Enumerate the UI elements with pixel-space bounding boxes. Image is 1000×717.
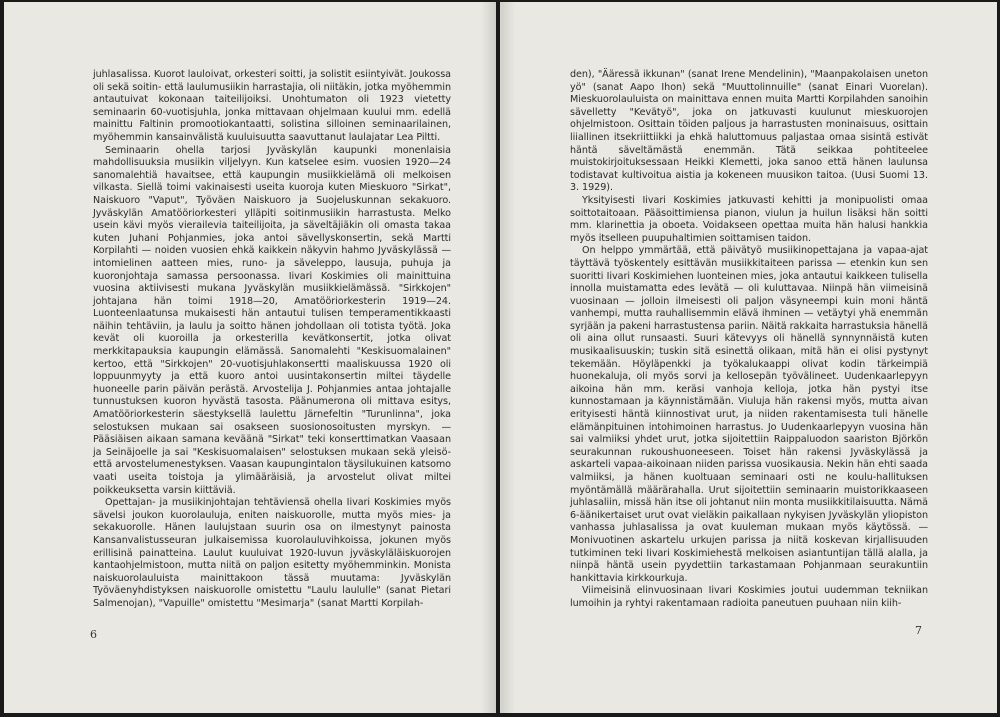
gutter-shadow	[501, 2, 515, 713]
gutter-shadow	[481, 2, 495, 713]
page-number: 6	[90, 628, 97, 641]
paragraph: juhlasalissa. Kuorot lauloivat, orkesteri soitti, ja solistit esiintyivät. Joukossa oli sekä soitin- että laulumusiikin harrastajia, oli niitäkin, jotka myöhemmin antautuivat kokonaan taiteilijoiksi. Unohtumaton oli 1923 vietetty seminaarin 60-vuotisjuhla, jonka mittavaan ohjelmaan kuului mm. edellä mainittu Faltinin promootiokantaatti, solistina silloinen seminaarilainen, myöhemmin kansainvälistä kuuluisuutta saavuttanut laulajatar Lea Piltti.	[93, 69, 451, 143]
right-page	[500, 2, 997, 713]
paragraph: Yksityisesti Iivari Koskimies jatkuvasti kehitti ja monipuolisti omaa soittotaitoaan. Pääsoittimiensa pianon, viulun ja huilun lisäksi hän soitti mm. klarinettia ja oboeta. Voidakseen opettaa muita hän halusi hankkia myös itselleen puupuhaltimien soittamisen taidon.	[570, 194, 928, 244]
paragraph: den), "Ääressä ikkunan" (sanat Irene Mendelinin), "Maanpakolaisen uneton yö" (sanat Aapo Ihon) sekä "Muuttolinnuille" (sanat Einari Vuorelan). Mieskuorolauluista on mainittava ennen muita Martti Korpilahden sanoihin sävelletty "Kevätyö", joka on jatkuvasti kuulunut mieskuorojen ohjelmistoon. Osittain töiden paljous ja harrastusten moninaisuus, osittain liiallinen itsekriittiikki ja ehkä haluttomuus paljastaa omaa sisintä estivät häntä säveltämästä enemmän. Tätä seikkaa pohtiteelee muistokirjoituksessaan Heikki Klemetti, joka sanoo että hänen laulunsa todistavat kultivoitua aistia ja kokeneen muusikon taitoa. (Uusi Suomi 13. 3. 1929).	[570, 69, 928, 194]
paragraph: Seminaarin ohella tarjosi Jyväskylän kaupunki monenlaisia mahdollisuuksia musiikin viljelyyn. Kun katselee esim. vuosien 1920—24 sanomalehtiä havaitsee, että kaupungin musiikkielämä oli melkoisen vilkasta. Siellä toimi vakinaisesti useita kuoroja kuten Mieskuoro "Sirkat", Naiskuoro "Vaput", Työväen Naiskuoro ja Suojeluskunnan sekakuoro. Jyväskylän Amatööriorkesteri ylläpiti soitinmusiikin harrastusta. Melko usein kävi myös vierailevia taiteilijoita, ja säveltäjiäkin oli omasta takaa kuten Juhani Pohjanmies, joka antoi sävellyskonsertin, sekä Martti Korpilahti — noiden vuosien ehkä kaikkein näkyvin hahmo Jyväskylässä — intomielinen aatteen mies, runo- ja säveleppo, lausuja, puhuja ja kuoronjohtaja samassa persoonassa. Iivari Koskimies oli mainittuina vuosina aktiivisesti mukana Jyväskylän musiikkielämässä. "Sirkkojen" johtajana hän toimi 1918—20, Amatööriorkesterin 1919—24. Luonteenlaatunsa mukaisesti hän antautui tulisen temperamentikkaasti näihin tehtäviin, ja laulu ja soitto hänen johdollaan oli totista työtä. Joka kevät oli kuoroilla ja orkesterilla kevätkonsertit, jotka olivat merkkitapauksia kaupungin elämässä. Sanomalehti "Keskisuomalainen" kertoo, että "Sirkkojen" 20-vuotisjuhlakonsertti maaliskuussa 1920 oli loppuunmyyty ja että kuoro antoi uusintakonsertin miltei täydelle huoneelle parin päivän perästä. Arvostelija J. Pohjanmies antaa johtajalle tunnustuksen kuoron hyvästä tasosta. Päänumerona oli mittava esitys, Amatööriorkesterin säestyksellä laulettu Järnefeltin "Turunlinna", joka selostuksen mukaan sai osakseen suosionosoitusten myrskyn. — Pääsiäisen aikaan samana keväänä "Sirkat" teki konserttimatkan Vaasaan ja Seinäjoelle ja sai "Keskisuomalaisen" selostuksen mukaan sekä yleisö- että arvostelumenestyksen. Vaasan kaupungintalon täysilukuinen katsomo vaati useita toistoja ja ylimääräisiä, ja arvostelut olivat miltei poikkeuksetta varsin kiittäviä.	[93, 144, 451, 496]
paragraph: Viimeisinä elinvuosinaan Iivari Koskimies joutui uudemman tekniikan lumoihin ja ryhtyi rakentamaan radioita paneutuen puuhaan niin kiih-	[570, 585, 928, 609]
paragraph: On helppo ymmärtää, että päivätyö musiikinopettajana ja vapaa-ajat täyttävä työskentely esittävän musiikkitaiteen parissa — etenkin kun sen suoritti Iivari Koskimiehen luonteinen mies, joka antautui kaikkeen tulisella innolla muistamatta edes levätä — oli kuluttavaa. Niinpä hän viimeisinä vuosinaan — jolloin ilmeisesti oli paljon väsyneempi kuin moni häntä vanhempi, mutta rauhallisemmin elävä ihminen — vetäytyi yhä enemmän syrjään ja pakeni harrastustensa pariin. Näitä rakkaita harrastuksia hänellä oli aina ollut runsaasti. Suuri kätevyys oli hänellä synnynnäistä kuten musikaalisuuskin; tuskin sitä esinettä olikaan, mitä hän ei olisi pystynyt tekemään. Höyläpenkki ja työkalukaappi olivat kodin tärkeimpiä huonekaluja, oli myös sorvi ja kellosepän työvälineet. Uudenkaarlepyyn aikoina hän mm. keräsi vanhoja kelloja, jotka hän pystyi itse kunnostamaan ja käynnistämään. Viuluja hän rakensi myös, mutta aivan erityisesti häntä kiinnostivat urut, ja niiden rakentamisesta tuli hänelle elämänpituinen intohimoinen harrastus. Jo Uudenkaarlepyyn vuosina hän sai valmiiksi yhdet urut, jotka sijoitettiin Raippaluodon saariston Björkön seurakunnan rukoushuoneeseen. Toiset hän rakensi Jyväskylässä ja askarteli vapaa-aikoinaan niiden parissa vuosikausia. Nekin hän ehti saada valmiiksi, ja hänen kuoltuaan seminaari osti ne koulu-hallituksen myöntämällä määrärahalla. Urut sijoitettiin seminaarin muistorikkaaseen juhlasaliin, missä hän itse oli johtanut niin monta musiikkitilaisuutta. Nämä 6-äänikertaiset urut ovat vieläkin paikallaan nykyisen Jyväskylän yliopiston vanhassa juhlasalissa ja ovat kuuleman mukaan myös käytössä. — Monivuotinen askartelu urkujen parissa ja niitä koskevan kirjallisuuden tutkiminen teki Iivari Koskimiehestä melkoisen asiantuntijan tällä alalla, ja niinpä häntä usein pyydettiin tarkastamaan Pohjanmaan seurakuntiin hankittavia kirkkourkuja.	[570, 245, 928, 584]
paragraph: Opettajan- ja musiikinjohtajan tehtäviensä ohella Iivari Koskimies myös sävelsi joukon kuorolauluja, eniten naiskuorolle, mutta myös mies- ja sekakuorolle. Hänen laulujstaan suurin osa on ilmestynyt painosta Kansanvalistusseuran julkaisemissa kuorolauluvihkoissa, jokunen myös erillisinä painatteina. Laulut kuuluivat 1920-luvun jyväskyläläiskuorojen kantaohjelmistoon, mutta niitä on paljon esitetty myöhemminkin. Monista naiskuorolauluista mainittakoon tässä muutama: Jyväskylän Työväenyhdistyksen naiskuorolle omistettu "Laulu laululle" (sanat Pietari Salmenojan), "Vapuille" omistettu "Mesimarja" (sanat Martti Korpilah-	[93, 497, 451, 609]
left-page	[4, 2, 496, 713]
page-number: 7	[915, 624, 922, 637]
right-page-body	[570, 69, 928, 611]
left-page-body	[93, 69, 451, 611]
